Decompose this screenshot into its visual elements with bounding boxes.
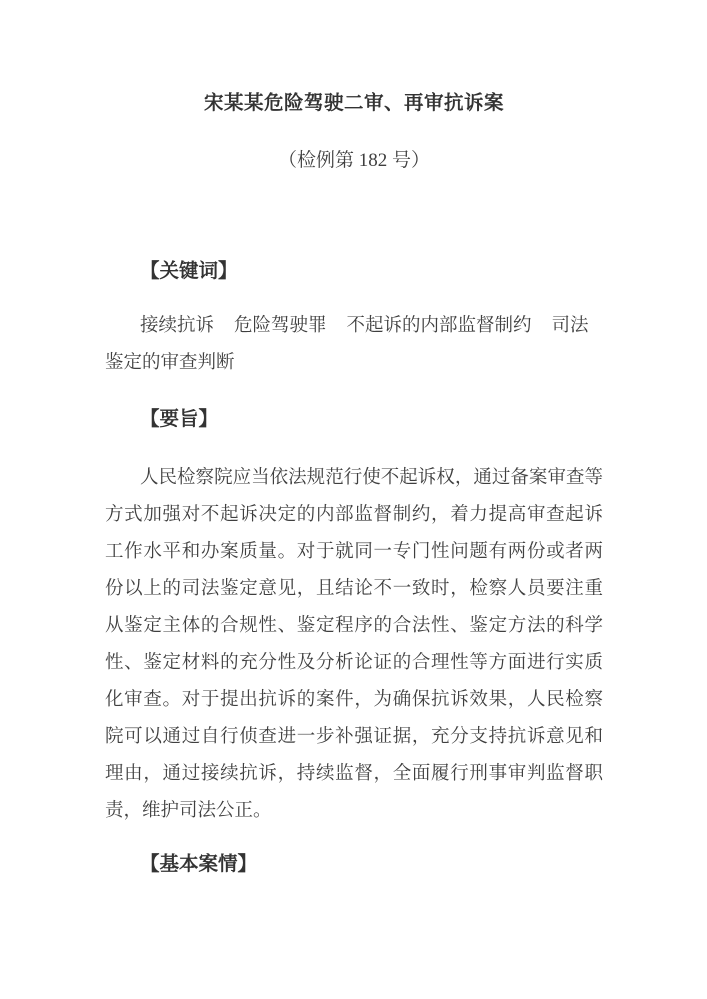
- keyword: 危险驾驶罪: [234, 314, 327, 335]
- keyword: 不起诉的内部监督制约: [346, 314, 532, 335]
- section-heading-gist: 【要旨】: [140, 408, 219, 430]
- keyword: 司法鉴定的审查判断: [105, 314, 589, 372]
- section-heading-facts: 【基本案情】: [140, 853, 258, 875]
- keywords-paragraph: [105, 306, 603, 380]
- document-title: 宋某某危险驾驶二审、再审抗诉案: [203, 92, 504, 114]
- gist-paragraph: 人民检察院应当依法规范行使不起诉权，通过备案审查等方式加强对不起诉决定的内部监督制约，着力提高审查起诉工作水平和办案质量。对于就同一专门性问题有两份或者两份以上的司法鉴定意见，且结论不一致时，检察人员要注重从鉴定主体的合规性、鉴定程序的合法性、鉴定方法的科学性、鉴定材料的充分性及分析论证的合理性等方面进行实质化审查。对于提出抗诉的案件，为确保抗诉效果，人民检察院可以通过自行侦查进一步补强证据，充分支持抗诉意见和理由，通过接续抗诉，持续监督，全面履行刑事审判监督职责，维护司法公正。: [105, 466, 603, 820]
- keyword: 接续抗诉: [140, 314, 215, 335]
- section-heading-keywords: 【关键词】: [140, 260, 238, 282]
- case-number: （检例第 182 号）: [277, 150, 430, 171]
